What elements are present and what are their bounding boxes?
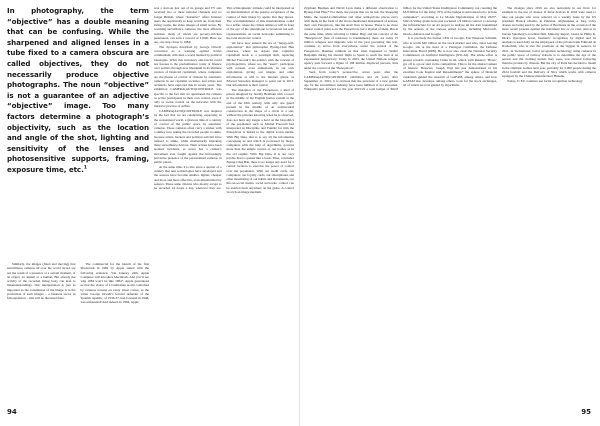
body-paragraph: The dystopia described by George Orwell, conceived as a warning against Soviet communism, criticized a world marked by political ideologies. What this inventory anti-fascist could not foresee is the predominance today of finance over politics through new liberalism in its ultimate version of financial capitalism, where computers are the means of control of citizens by automatic cameras in our capitalist societies, and artists and architects have explored this in recent years. The exhibition CAMERA(AUTO)CONTROLE was specific to the fact that we questioned the citizens as active participants in their own control, even if only as social control on the networks with the intrusive practice of selfies. bbox=[154, 44, 222, 109]
lead-text: In photography, the term “objective” has a double meaning that can be confusing. While the sharpened and aligned lenses in a tube fixed to a camera obscura are called objectives, they do not necessarily produce objective photographs. The noun “objective” is not a guarantee of an adjective “objective” image. Too many factors determine a photograph’s objectivity, such as the location and angle of the shot, lighting and sensitivity of the lenses and photosensitive supports, framing, exposure time, etc. bbox=[7, 6, 149, 174]
body-paragraph: was a start-up just out of its garage and TV sets received two or three national channels and no longer British, where “Intrusive” offers Internet users the opportunity to keep watch on, from their living rooms, the video images of small stores. By watching surveillance cameras, the most efficient snitches, many of whom are poverty-stricken pensioners, can earn a reward of £1000. Here we are, one step closer to 1984! bbox=[154, 6, 222, 44]
lead-footnote-marker: 1 bbox=[83, 165, 87, 171]
body-paragraph: Today, 11 EU countries use facial recognition technology bbox=[507, 78, 583, 83]
right-text-columns bbox=[304, 6, 596, 400]
body-paragraph: Zygmunt Bauman and David Lyon make a different observation to Byung-Chul Han:* For them, the people that we let into the Shopping Malls, the Grand-Commodities and other semi-private places carry with them, in the form of the above-mentioned instruments of seizure, their own Panopticon, like the snail lives in house. There is no more central control point as in the Panopticon, but a myriad of them. But at the same time, while referring to Didier Bigo and his concept of the “Banopticon” (ban of reference to banishment), there are today 15 million refugees and migrants who in the year preceding this text, continue to arrive from everywhere, under the control of the Panopticon. Bauman reminds us that what happened to Walter Benjamin during his aborted flight to Spain to reach the land of an exponential bureaucracy. Today in 2023, the United Nations refugee agency puts forward a figure of 108 million displaced persons, thus under the control of the “Banopticon”. bbox=[304, 6, 398, 70]
page-number-left: 94 bbox=[7, 408, 17, 416]
left-bottom-text-columns bbox=[7, 262, 149, 400]
body-paragraph: It is precisely the former CEO of Google, Eric Emerson Schmidt, who is worth $20 billion on the stock market and who, since leaving Google, sits at the head of a Pentagon committee, the Defense Innovation Board (DIB). He is now also chair the National Security Commission on Artificial Intelligence (NSCAI). The whole effort is geared towards overtaking China in AI, which with Russia’s ‘Brave’ got off to a poor start in the competition. This is for the abstract sphere of finance. However, Joseph Vogl has just demonstrated in his excellent book Kapital und Ressentiments* the sphere of financial capitalism guided the research of GAFAM, among others, and how GAFAM also develops, among others, tools for the stock exchanges, all of which are now guided by algorithms. bbox=[403, 36, 497, 87]
body-paragraph: The metaphor of the Panopticon, a kind of prison imagined by Jeremy Bentham with a tower in the middle of the English justice system at the end of the 18th century, with only one guard present in the middle of an architectural construction in the shape of a circle or a star, without the prisoner knowing when he is observed, does not have any longer a hold on the biopolitics of the population such as Michel Foucault had interpreted in Discipline and Punish: for him the Panopticon is linked to the digital social media. With Big Data, that is to say all the information concerning us and which is processed by mega-computers with the help of algorithms, governs more than the simple control of our bodies as in the old regime. With Big Data, it is our very psyche that is opened like a book. Thus, concludes Byung-Chul Han, there is no longer any need for a central location to exercise the power of control over the population. With our credit cards, our computers, our loyalty cards, our smartphones and other monitoring of our habits and movements, our life-on-social media, social networks, control can be exerted from anywhere on the globe. A control via rich an image medium. bbox=[226, 87, 294, 194]
body-paragraph: We have now entered the era of “happy-self-exploitation” that philosopher Byung-Chul Han observes, where he argues that cognitive capitalism leads to a paradigm shift, replacing Michel Foucault’s bio-politics with the concept of psychopolitics, where we, the “users”, participate with consent, even enthusiasm, in our own exploitation, giving our images and other information at will to the Internet giants, as Edward Snowden managed to point out in 2013. Our information is their capital. bbox=[226, 40, 294, 87]
body-paragraph: Seen from today’s perspective, seven years after the CAMERA(AUTO)CONTROLE exhibition and 22 years after September 11, 2001, it is obvious that the prescient of a new golden age for the surveillance industry have been fulfilled, if not exceeded. Wikipedia puts forward for the year 2021/22 a total budget of $62.8 billion for the United States Intelligence Community, not counting the $3.8 billion for the army, 70% of the budget is subcontracted to private companies*, according to Le Monde Diplomatique of May 2023*, Silicon Valley giants have just pocketed a 9 billion contract to develop the infrastructure for an AI project to analyse all the data transmitted by the sensors of the various armed forces, including Microsoft, Oracle, Amazon and Google. bbox=[304, 6, 497, 92]
left-right-text-columns bbox=[154, 6, 294, 400]
body-paragraph: Similarly, the images (fixed and moving) that surveillance cameras all over the world record are not the result of a presence or a certain moment, of an object, an animal or a human. But already the activity of the recorded living body can lead to misunderstandings. Our interpretation is just as important as the constitution of the image. It is the production of such images – a business sector in full expansion – that will be discussed here. bbox=[7, 262, 76, 300]
body-paragraph: At the same time, it is also since a quarter of a century that new technologies have developed and the sensors have become smaller, lighter, cheaper and more and more effective, even miniaturized by sensors. These same citizens who mostly accept to be recorded 24 hours a day, wherever they are. This schizophrenic attitude could be interpreted as an internalization of the passive acceptance of the control of their image by agents that they ignore. The accomplishment of this internalization could be a selfie, where the citizen smiles or will in front of the eye of his smartphone to broadcast his self-representations on social networks, submitting to the total electronic control. bbox=[154, 6, 294, 190]
lead-paragraph bbox=[7, 6, 149, 176]
body-paragraph: The changes since 2016 are also noticeable in our lives: for example in the use of drones. If these devices in 2016 were used to take out people who were selected on a weekly basis by the US president Barack Obama, in Pakistan, Afghanistan or Iraq, today drones are being used by the police of Bordeaux on the occasion of the more recent protests against the retirement law or on vans. And as in Steven Spielberg’s excellent film, Minority Report, based on Philip K. Dick’s dystopian novel, biometric recognition by digital and its analysis is used daily on the employees of the private bank Edmond de Rothschild, who is also the promoter of the biggest in Geneva, In 2021, in Switzerland, facial recognition technology using cameras in the public space of railway stations is to determine the age of the person and the clothing brands they wear, was aborted following massive protests by citizens. But the city of Paris has decided to install in the Olympic Games next year, probably for 5,000 people during the 2024 football and the Delivery of Nice which works with cameras equipped by the Chinese manufacturer Hunabu. bbox=[502, 6, 596, 78]
right-page bbox=[300, 0, 600, 426]
body-paragraph: The commercial for the launch of the first Macintosh in 1984 by Apple ended with the following sentence: “On January 24th, Apple Computer will introduce Macintosh. And you’ll see why 1984 won’t be like 1984”. Apple guaranteed us that the vision of a totalitarian world controlled by cameras screens on every street corner, as the writer George Orwell’s fervent defender of the Spanish republic, of 1936-37, had foreseen in 1948, was unfounded! And indeed, in 1984, Apple bbox=[80, 262, 149, 305]
page-number-right: 95 bbox=[581, 408, 591, 416]
body-paragraph: CAMERA(AUTO)CONTROLE was inspired by the fact that we are celebrating, especially in the westernized world, a glorious time of a century of control of the public space by automatic cameras. These cameras often carry a sticker with a smiley face asking the recorded people to smile, because artists, hackers and political activists have refused to smile, while momentarily hijacking these surveillance devices. Their actions have been isolated incidents, as never has a citizen’s movement ever fought against the increasingly pervasive presence of the personalized cameras in public places. bbox=[154, 109, 222, 164]
